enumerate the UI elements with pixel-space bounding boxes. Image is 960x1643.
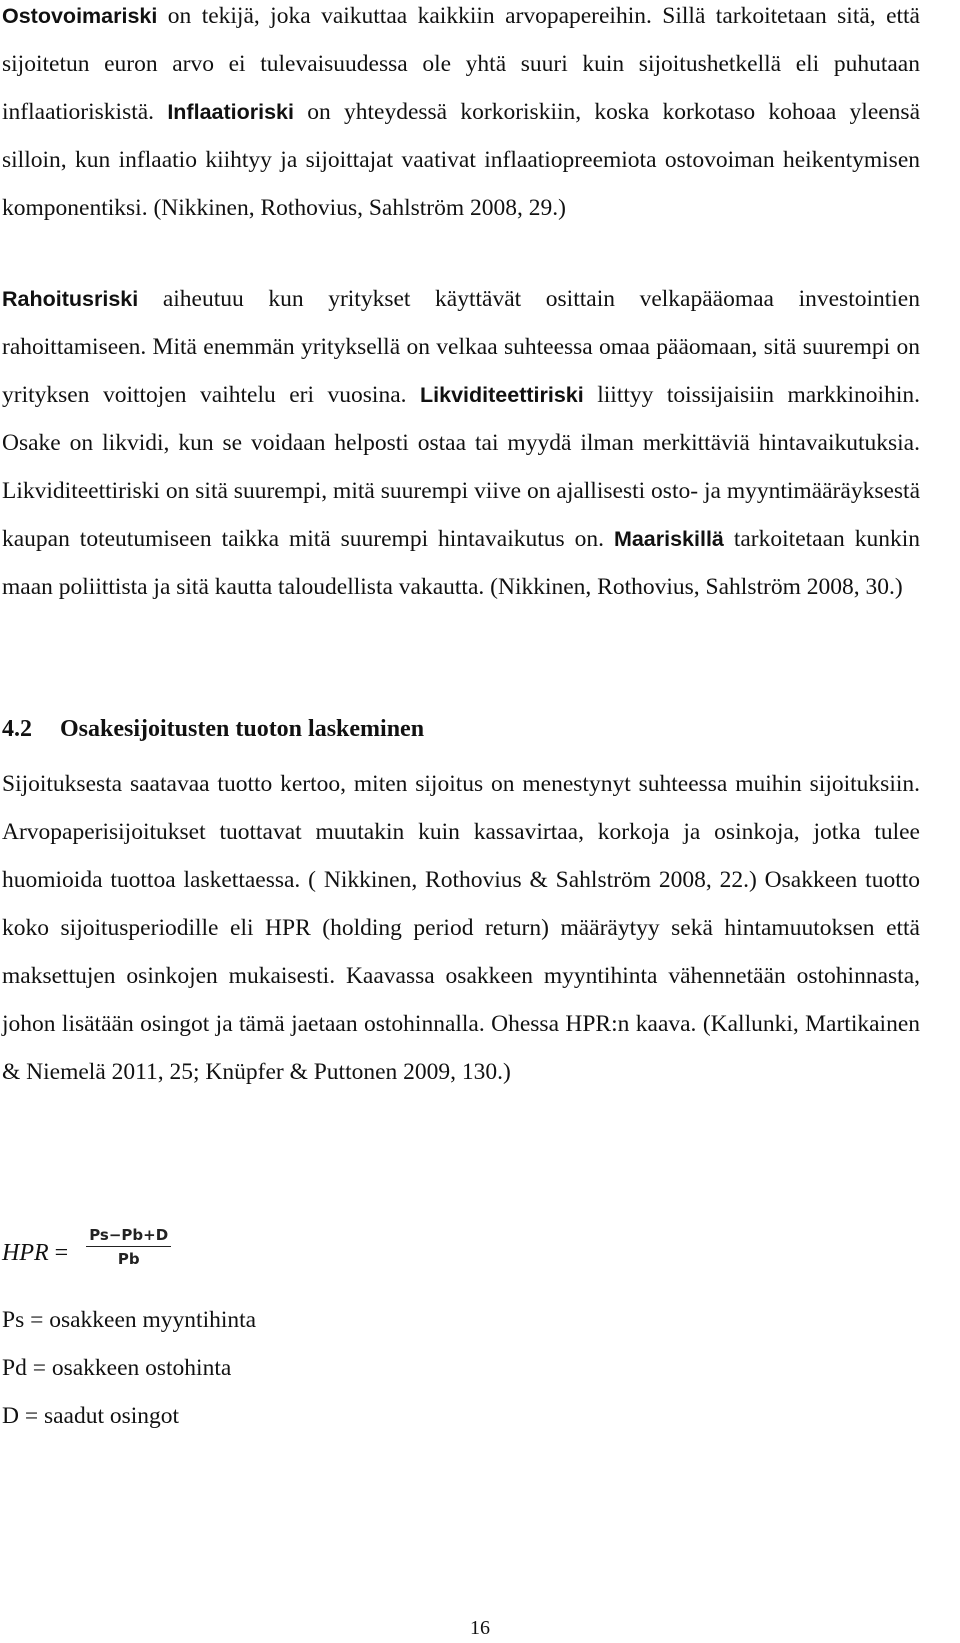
- definition-ps: Ps = osakkeen myyntihinta: [2, 1307, 257, 1333]
- formula-denominator: Pb: [117, 1250, 140, 1268]
- term-maariski: Maariskillä: [613, 527, 724, 551]
- hpr-formula: [2, 1228, 171, 1278]
- section-heading: [2, 711, 424, 747]
- paragraph-text: tarkoitetaan kunkin maan poliittista ja sitä kautta taloudellista vakautta. (Nikkinen, Rothovius, Sahlström 2008, 30.): [2, 526, 920, 600]
- paragraph-purchasing-power-risk: [2, 0, 920, 232]
- section-title: Osakesijoitusten tuoton laskeminen: [60, 716, 425, 742]
- term-ostovoimariski: Ostovoimariski: [2, 4, 158, 28]
- term-inflaatioriski: Inflaatioriski: [167, 100, 294, 124]
- formula-variable: HPR: [2, 1239, 49, 1266]
- formula-equals: =: [48, 1239, 69, 1266]
- paragraph-return-calculation: Sijoituksesta saatavaa tuotto kertoo, miten sijoitus on menestynyt suhteessa muihin sijoituksiin. Arvopaperisijoitukset tuottavat muutakin kuin kassavirtaa, korkoja ja osinkoja, jotka tulee huomioida tuottoa laskettaessa. ( Nikkinen, Rothovius & Sahlström 2008, 22.) Osakkeen tuotto koko sijoitusperiodille eli HPR (holding period return) määräytyy sekä hintamuutoksen että maksettujen osinkojen mukaisesti. Kaavassa osakkeen myyntihinta vähennetään ostohinnasta, johon lisätään osingot ja tämä jaetaan ostohinnalla. Ohessa HPR:n kaava. (Kallunki, Martikainen & Niemelä 2011, 25; Knüpfer & Puttonen 2009, 130.): [2, 771, 920, 1085]
- formula-numerator: Ps−Pb+D: [86, 1226, 171, 1247]
- paragraph-text: aiheutuu kun yritykset käyttävät osittain velkapääomaa investointien rahoittamiseen. Mitä enemmän yrityksellä on velkaa suhteessa omaa pääomaan, sitä suurempi on yrityksen voittojen vaihtelu eri vuosina.: [2, 286, 920, 408]
- definition-d: D = saadut osingot: [2, 1403, 180, 1429]
- definition-pd: Pd = osakkeen ostohinta: [2, 1355, 232, 1381]
- section-number: 4.2: [2, 716, 32, 742]
- page-number: 16: [470, 1617, 490, 1639]
- formula-fraction: [86, 1226, 171, 1268]
- formula-lhs: [2, 1240, 68, 1267]
- paragraph-text: on tekijä, joka vaikuttaa kaikkiin arvopapereihin. Sillä tarkoitetaan sitä, että sijoitetun euron arvo ei tulevaisuudessa ole yhtä suuri kuin sijoitushetkellä eli puhutaan inflaatioriskistä.: [2, 3, 920, 125]
- paragraph-text: on yhteydessä korkoriskiin, koska korkotaso kohoaa yleensä silloin, kun inflaatio kiihtyy ja sijoittajat vaativat inflaatiopreemiota ostovoiman heikentymisen komponentiksi. (Nikkinen, Rothovius, Sahlström 2008, 29.): [2, 99, 921, 221]
- paragraph-text: liittyy toissijaisiin markkinoihin. Osake on likvidi, kun se voidaan helposti ostaa tai myydä ilman merkittäviä hintavaikutuksia. Likviditeettiriski on sitä suurempi, mitä suurempi viive on ajallisesti osto- ja myyntimääräyksestä kaupan toteutumiseen taikka mitä suurempi hintavaikutus on.: [2, 382, 920, 552]
- term-likviditeettiriski: Likviditeettiriski: [420, 383, 584, 407]
- paragraph-financial-risk: [2, 275, 920, 611]
- formula-definitions: [2, 1296, 256, 1440]
- term-rahoitusriski: Rahoitusriski: [2, 287, 139, 311]
